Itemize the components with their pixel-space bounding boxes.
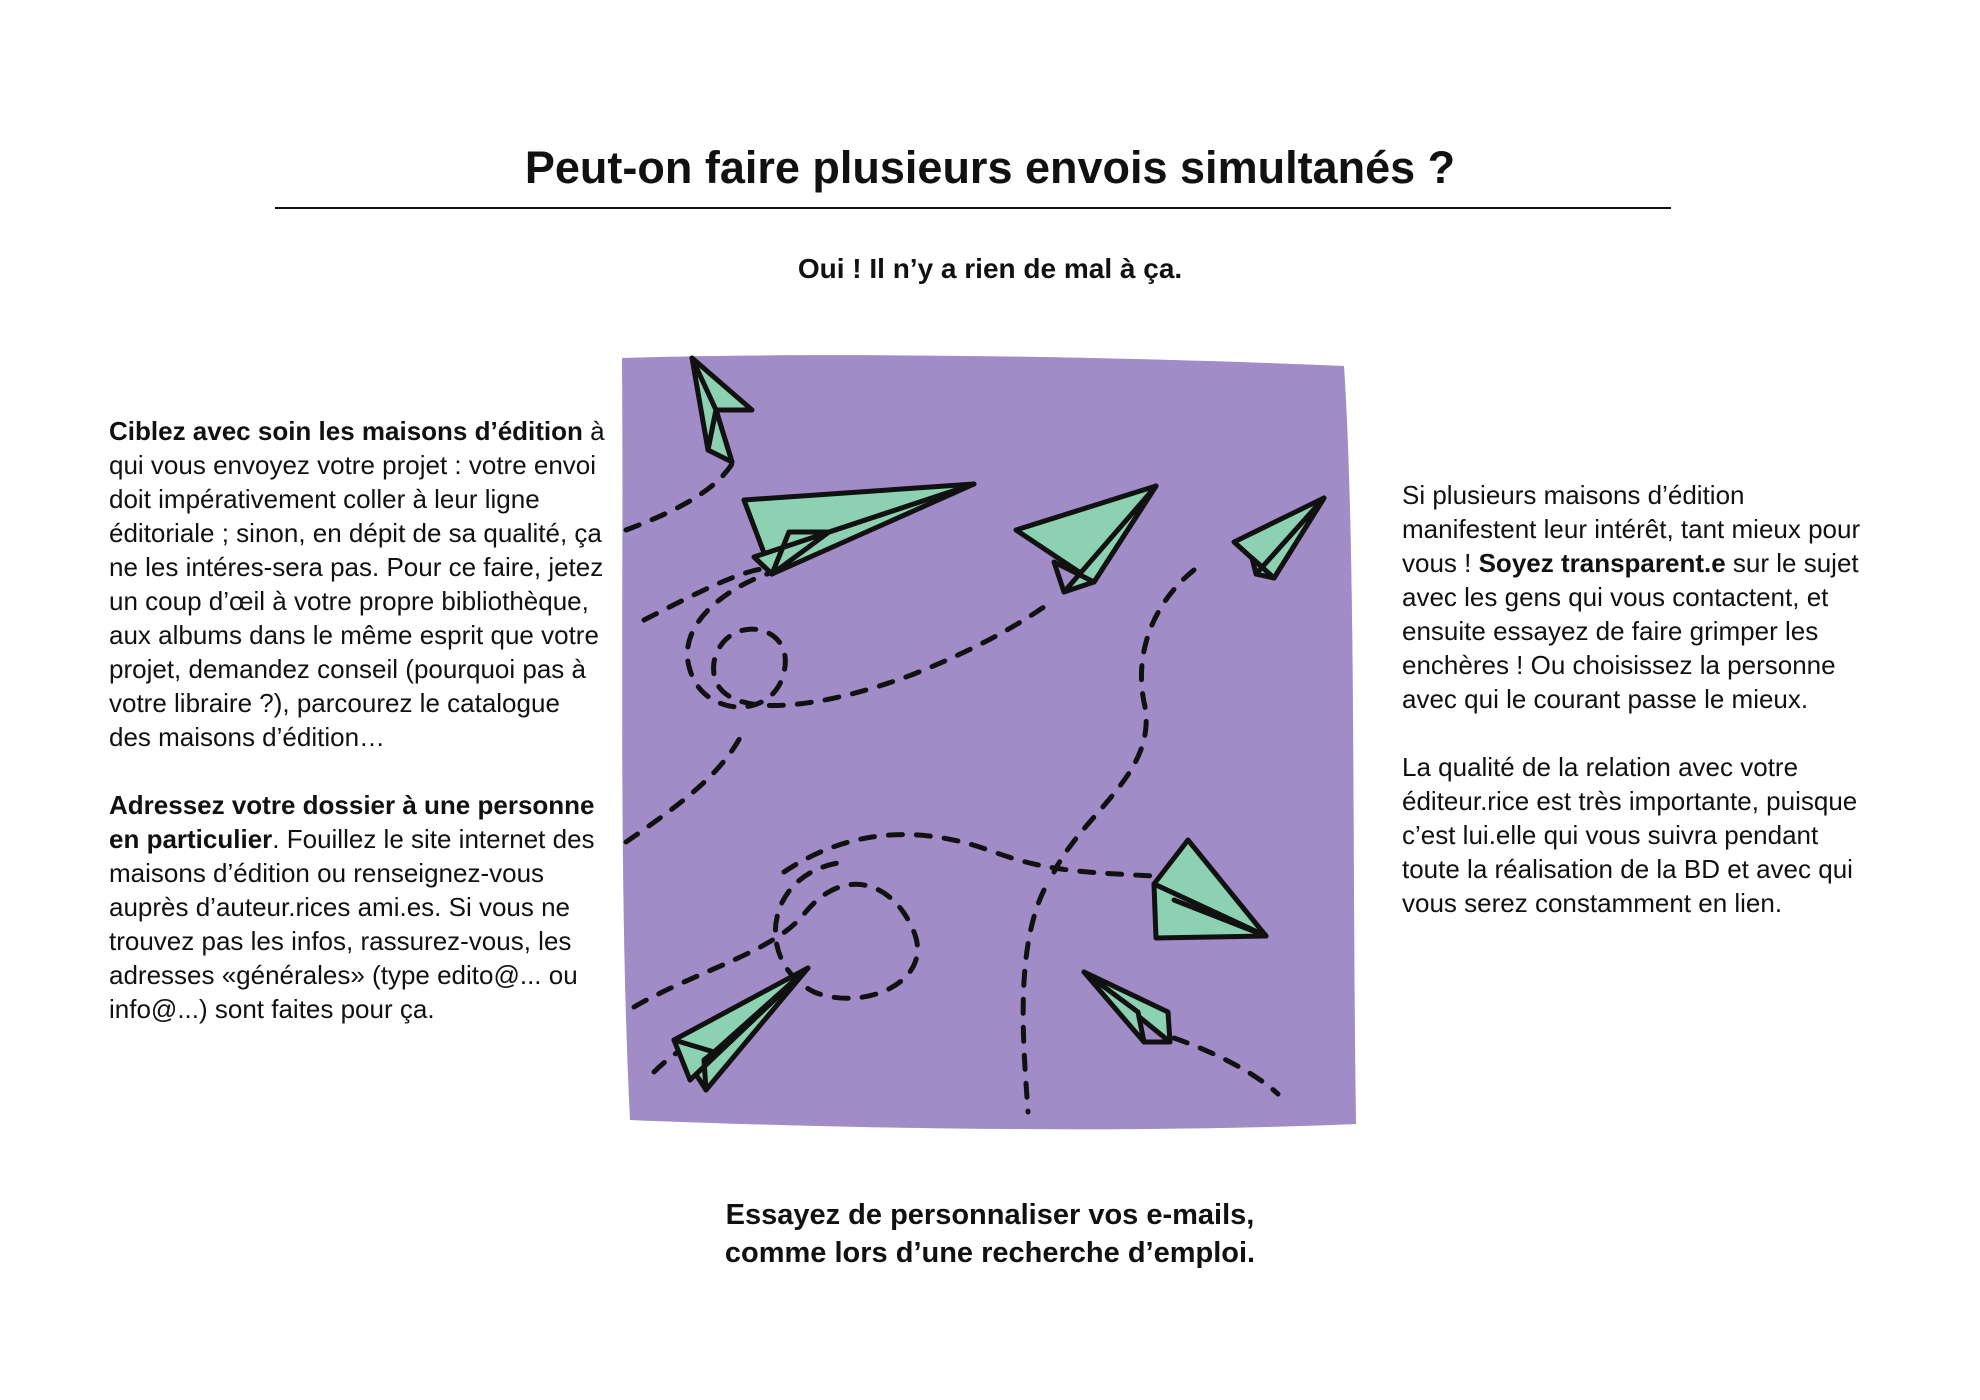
right-p1-before: Si plusieurs maisons d’édition manifestent leur intérêt, tant mieux pour vous ! [1402, 480, 1861, 578]
left-p1-bold: Ciblez avec soin les maisons d’édition [109, 416, 583, 446]
right-p1-after: sur le sujet avec les gens qui vous contactent, et ensuite essayez de faire grimper les enchères ! Ou choisissez la personne avec qui le courant passe le mieux. [1402, 548, 1859, 714]
footer-advice [0, 1196, 1980, 1272]
footer-line-1: Essayez de personnaliser vos e-mails, [725, 1199, 1255, 1231]
paper-planes-illustration [614, 352, 1360, 1134]
paragraph-gap [109, 754, 609, 788]
page-title: Peut-on faire plusieurs envois simultanés ? [524, 142, 1456, 193]
left-column [109, 414, 609, 1026]
right-column [1402, 478, 1882, 920]
paragraph-gap [1402, 716, 1882, 750]
title-underline [275, 207, 1671, 209]
left-p2-bold: Adressez votre dossier à une personne en particulier [109, 790, 595, 854]
right-p1-bold: Soyez transparent.e [1478, 548, 1726, 578]
illustration-svg [614, 352, 1360, 1134]
right-paragraph-interest [1402, 478, 1882, 716]
left-paragraph-targeting [109, 414, 609, 754]
left-p2-text: . Fouillez le site internet des maisons d’édition ou renseignez-vous auprès d’auteur.rices ami.es. Si vous ne trouvez pas les infos, rassurez-vous, les adresses «générales» (type edito@... ou info@...) sont faites pour ça. [109, 824, 595, 1024]
right-paragraph-relation: La qualité de la relation avec votre éditeur.rice est très importante, puisque c’est lui.elle qui vous suivra pendant toute la réalisation de la BD et avec qui vous serez constamment en lien. [1402, 752, 1858, 918]
page-subtitle: Oui ! Il n’y a rien de mal à ça. [797, 253, 1183, 284]
left-paragraph-addressee [109, 788, 609, 1026]
left-p1-text: à qui vous envoyez votre projet : votre envoi doit impérativement coller à leur ligne éditoriale ; sinon, en dépit de sa qualité, ça ne les intéres-sera pas. Pour ce faire, jetez un coup d’œil à votre propre bibliothèque, aux albums dans le même esprit que votre projet, demandez conseil (pourquoi pas à votre libraire ?), parcourez le catalogue des maisons d’édition… [109, 416, 605, 752]
footer-line-2: comme lors d’une recherche d’emploi. [724, 1237, 1256, 1269]
